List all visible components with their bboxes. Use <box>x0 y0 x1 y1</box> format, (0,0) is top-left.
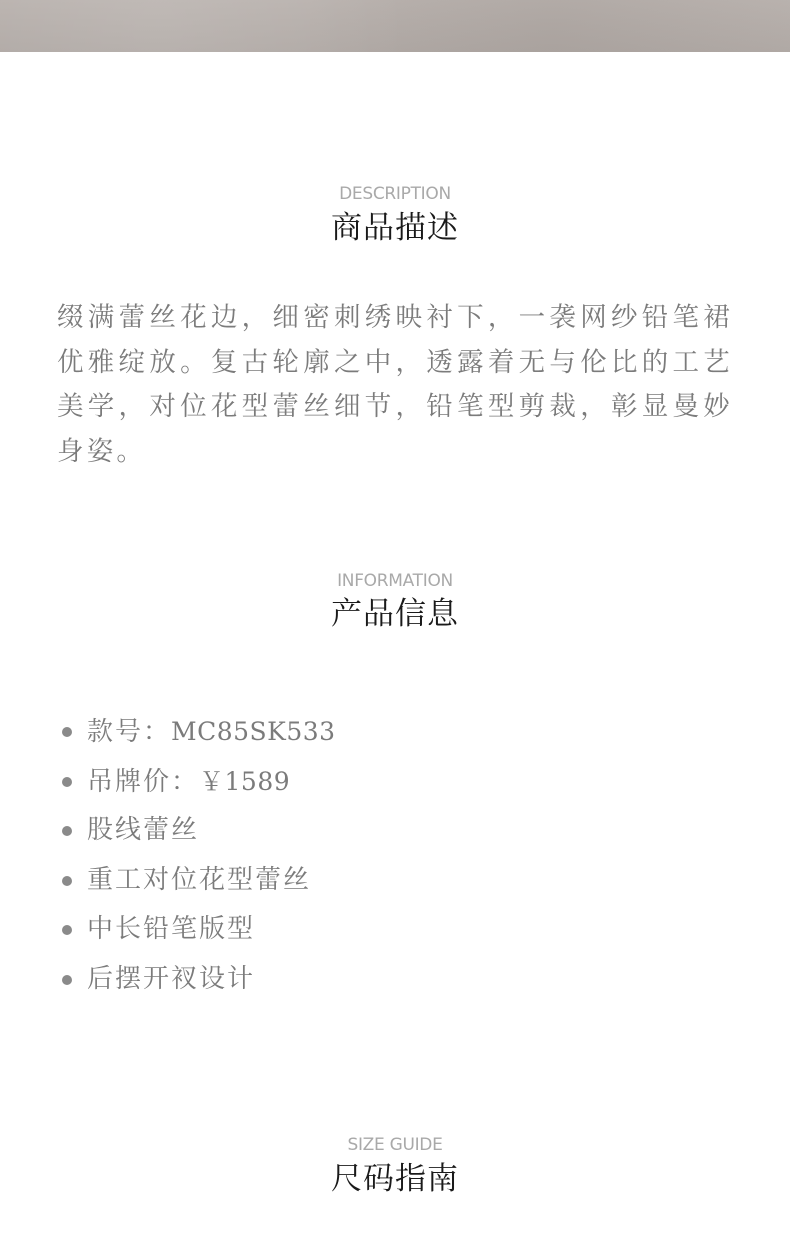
product-info-list <box>62 707 336 1004</box>
size-guide-label-en: SIZE GUIDE <box>347 1135 443 1155</box>
bullet-dot-icon <box>62 727 72 737</box>
info-item-slit <box>62 955 336 1005</box>
info-item-fit <box>62 905 336 955</box>
info-item-value: MC85SK533 <box>171 717 336 746</box>
info-item-lace <box>62 806 336 856</box>
info-item-label: 后摆开衩设计 <box>87 963 256 994</box>
info-item-label: 股线蕾丝 <box>87 815 200 845</box>
info-item-value: ￥1589 <box>199 766 291 796</box>
description-title: 商品描述 <box>331 210 459 246</box>
description-text: 缀满蕾丝花边，细密刺绣映衬下，一袭网纱铅笔裙优雅绽放。复古轮廓之中，透露着无与伦比的工艺美学，对位花型蕾丝细节，铅笔型剪裁，彰显曼妙身姿。 <box>57 302 733 467</box>
info-item-label: 款号： <box>87 717 172 747</box>
description-label-en: DESCRIPTION <box>339 184 451 204</box>
top-texture-band <box>0 0 790 52</box>
size-guide-title: 尺码指南 <box>331 1161 459 1197</box>
bullet-dot-icon <box>62 826 72 836</box>
bullet-dot-icon <box>62 777 72 787</box>
bullet-dot-icon <box>62 925 72 935</box>
information-label-en: INFORMATION <box>337 571 453 591</box>
bullet-dot-icon <box>62 876 72 886</box>
info-item-tag-price <box>62 757 336 807</box>
bullet-dot-icon <box>62 975 72 985</box>
info-item-label: 吊牌价： <box>87 766 200 797</box>
info-item-label: 重工对位花型蕾丝 <box>87 864 312 895</box>
info-item-label: 中长铅笔版型 <box>87 914 256 944</box>
information-title: 产品信息 <box>331 596 459 632</box>
info-item-style-number <box>62 707 336 757</box>
info-item-embroidery <box>62 856 336 906</box>
